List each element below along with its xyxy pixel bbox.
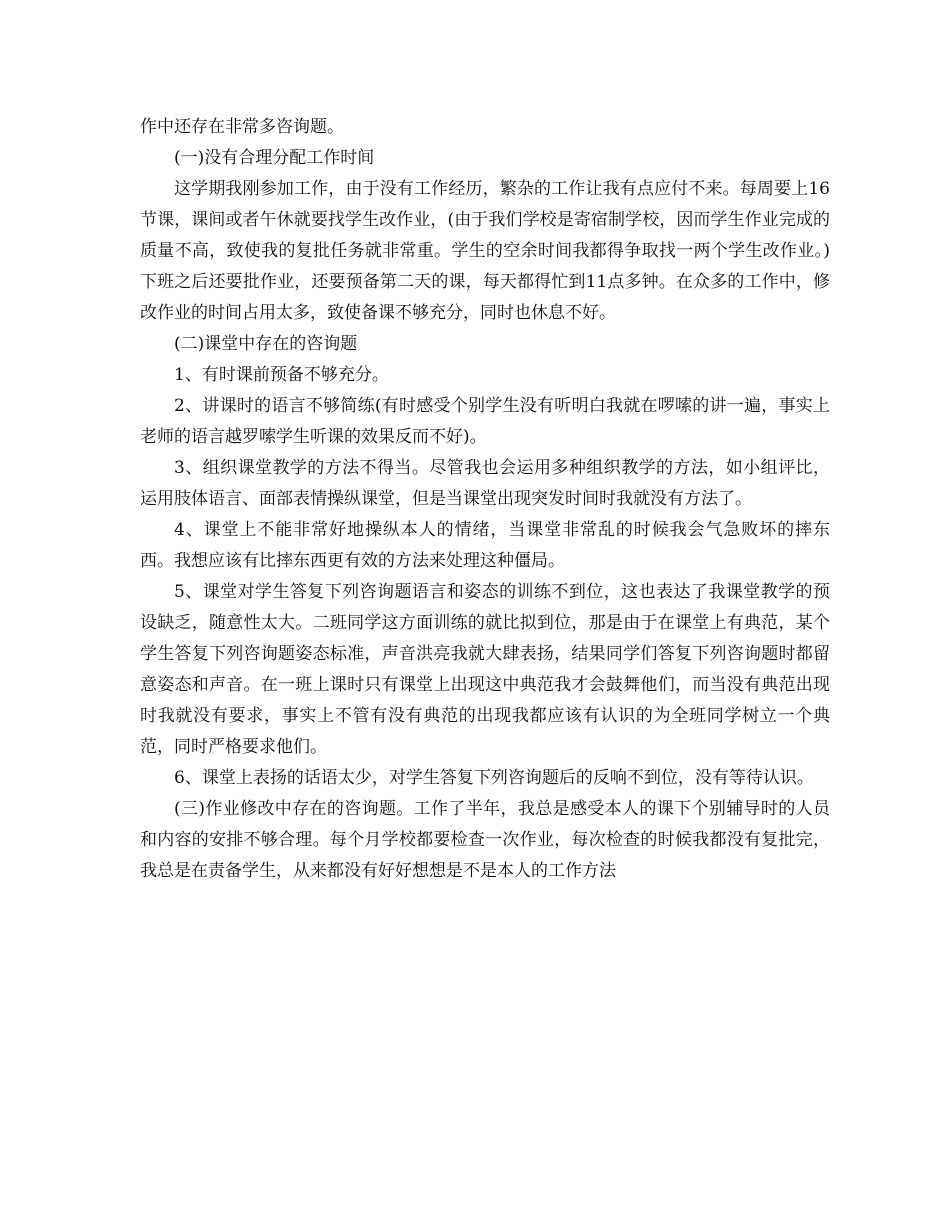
list-item: 3、组织课堂教学的方法不得当。尽管我也会运用多种组织教学的方法，如小组评比，运用肢体语言、面部表情操纵课堂，但是当课堂出现突发时间时我就没有方法了。	[140, 458, 830, 509]
section-heading-2: (二)课堂中存在的咨询题	[174, 334, 358, 354]
list-item: 2、讲课时的语言不够简练(有时感受个别学生没有听明白我就在啰嗦的讲一遍，事实上老师的语言越罗嗦学生听课的效果反而不好)。	[140, 396, 830, 447]
list-item: 5、课堂对学生答复下列咨询题语言和姿态的训练不到位，这也表达了我课堂教学的预设缺乏，随意性太大。二班同学这方面训练的就比拟到位，那是由于在课堂上有典范，某个学生答复下列咨询题姿态标准，声音洪亮我就大肆表扬，结果同学们答复下列咨询题时都留意姿态和声音。在一班上课时只有课堂上出现这中典范我才会鼓舞他们，而当没有典范出现时我就没有要求，事实上不管有没有典范的出现我都应该有认识的为全班同学树立一个典范，同时严格要求他们。	[140, 582, 830, 757]
list-item: 6、课堂上表扬的话语太少，对学生答复下列咨询题后的反响不到位，没有等待认识。	[174, 768, 814, 788]
paragraph-continuation: 作中还存在非常多咨询题。	[140, 117, 344, 137]
document-body	[140, 112, 830, 887]
list-item: 1、有时课前预备不够充分。	[174, 365, 389, 385]
list-item: 4、课堂上不能非常好地操纵本人的情绪，当课堂非常乱的时候我会气急败坏的摔东西。我想应该有比摔东西更有效的方法来处理这种僵局。	[140, 520, 830, 571]
paragraph: 这学期我刚参加工作，由于没有工作经历，繁杂的工作让我有点应付不来。每周要上16节课，课间或者午休就要找学生改作业，(由于我们学校是寄宿制学校，因而学生作业完成的质量不高，致使我的复批任务就非常重。学生的空余时间我都得争取找一两个学生改作业。)下班之后还要批作业，还要预备第二天的课，每天都得忙到11点多钟。在众多的工作中，修改作业的时间占用太多，致使备课不够充分，同时也休息不好。	[140, 179, 830, 323]
section-heading-3: (三)作业修改中存在的咨询题。工作了半年，我总是感受本人的课下个别辅导时的人员和内容的安排不够合理。每个月学校都要检查一次作业，每次检查的时候我都没有复批完，我总是在责备学生，从来都没有好好想想是不是本人的工作方法	[140, 799, 830, 881]
section-heading-1: (一)没有合理分配工作时间	[174, 148, 375, 168]
